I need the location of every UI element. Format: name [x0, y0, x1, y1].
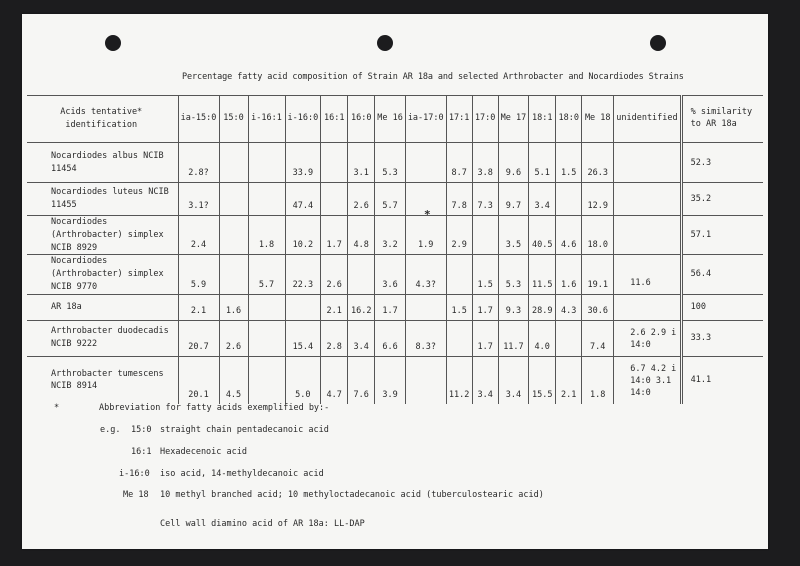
value-cell	[556, 320, 582, 356]
column-header: 18:0	[556, 96, 582, 143]
punch-hole	[105, 35, 121, 51]
value-cell: 11.2	[446, 356, 472, 404]
value-cell: 5.7	[248, 255, 285, 294]
value-cell: 4.7	[321, 356, 348, 404]
value-cell	[446, 255, 472, 294]
value-cell: 33.9	[285, 143, 321, 183]
value-cell	[248, 320, 285, 356]
cell-wall-note: Cell wall diamino acid of AR 18a: LL-DAP	[160, 519, 365, 529]
value-cell: 5.3	[375, 143, 406, 183]
value-cell: 7.8	[446, 183, 472, 216]
similarity-cell: 100	[681, 294, 763, 320]
value-cell	[248, 143, 285, 183]
value-cell: 12.9	[582, 183, 614, 216]
value-cell	[405, 356, 446, 404]
value-cell: 4.3	[556, 294, 582, 320]
value-cell: 3.1	[348, 143, 375, 183]
column-header: 17:0	[472, 96, 498, 143]
value-cell: 1.9	[405, 216, 446, 255]
table-row	[27, 216, 763, 255]
value-cell	[285, 294, 321, 320]
value-cell: 10.2	[285, 216, 321, 255]
value-cell	[219, 183, 248, 216]
value-cell: 6.6	[375, 320, 406, 356]
value-cell: 1.8	[248, 216, 285, 255]
code-label: 16:1	[131, 447, 152, 457]
strain-name: Arthrobacter tumescens NCIB 8914	[27, 356, 178, 404]
unidentified-cell: 2.6 2.9 i 14:0	[614, 320, 681, 356]
footnote-heading: Abbreviation for fatty acids exemplified by:-	[99, 403, 330, 413]
table-row	[27, 183, 763, 216]
value-cell: 3.1?	[178, 183, 219, 216]
value-cell: 47.4	[285, 183, 321, 216]
value-cell: 11.7	[498, 320, 529, 356]
similarity-cell: 52.3	[681, 143, 763, 183]
value-cell: 5.7	[375, 183, 406, 216]
unidentified-cell: 6.7 4.2 i 14:0 3.1 14:0	[614, 356, 681, 404]
value-cell: 2.4	[178, 216, 219, 255]
code-description: straight chain pentadecanoic acid	[160, 425, 329, 435]
similarity-cell: 57.1	[681, 216, 763, 255]
code-description: iso acid, 14-methyldecanoic acid	[160, 469, 324, 479]
value-cell: 2.6	[321, 255, 348, 294]
table-row	[27, 143, 763, 183]
value-cell: 19.1	[582, 255, 614, 294]
value-cell	[405, 143, 446, 183]
strain-name: AR 18a	[27, 294, 178, 320]
value-cell: 4.8	[348, 216, 375, 255]
unidentified-cell	[614, 216, 681, 255]
strain-name: Nocardiodes albus NCIB 11454	[27, 143, 178, 183]
value-cell: 2.6	[219, 320, 248, 356]
code-description: 10 methyl branched acid; 10 methyloctadecanoic acid (tuberculostearic acid)	[160, 490, 544, 500]
value-cell: 15.5	[529, 356, 556, 404]
value-cell: 4.0	[529, 320, 556, 356]
value-cell: 1.7	[321, 216, 348, 255]
punch-hole	[650, 35, 666, 51]
value-cell: 3.4	[498, 356, 529, 404]
unidentified-cell	[614, 183, 681, 216]
column-header: 15:0	[219, 96, 248, 143]
value-cell: 3.4	[472, 356, 498, 404]
value-cell: 3.9	[375, 356, 406, 404]
column-header: Me 16	[375, 96, 406, 143]
column-header: Me 18	[582, 96, 614, 143]
similarity-cell: 56.4	[681, 255, 763, 294]
value-cell: 4.5	[219, 356, 248, 404]
value-cell	[248, 356, 285, 404]
value-cell: 4.6	[556, 216, 582, 255]
value-cell: 5.3	[498, 255, 529, 294]
value-cell	[219, 143, 248, 183]
value-cell: 3.4	[529, 183, 556, 216]
value-cell: 5.1	[529, 143, 556, 183]
value-cell: 7.3	[472, 183, 498, 216]
value-cell: 3.6	[375, 255, 406, 294]
similarity-cell: 35.2	[681, 183, 763, 216]
strain-name: Nocardiodes (Arthrobacter) simplex NCIB 9770	[27, 255, 178, 294]
column-header: ia-17:0	[405, 96, 446, 143]
value-cell: 1.7	[375, 294, 406, 320]
value-cell: 7.4	[582, 320, 614, 356]
column-header: Me 17	[498, 96, 529, 143]
value-cell: 7.6	[348, 356, 375, 404]
strain-name: Nocardiodes luteus NCIB 11455	[27, 183, 178, 216]
header-acid-identification: Acids tentative* identification	[27, 96, 178, 143]
value-cell: 11.5	[529, 255, 556, 294]
column-header: ia-15:0	[178, 96, 219, 143]
column-header: 16:0	[348, 96, 375, 143]
value-cell: 8.3?	[405, 320, 446, 356]
value-cell: 2.6	[348, 183, 375, 216]
code-label: 15:0	[131, 425, 152, 435]
ink-mark: *	[424, 208, 431, 221]
value-cell	[248, 294, 285, 320]
value-cell	[321, 183, 348, 216]
code-label: i-16:0	[119, 469, 150, 479]
value-cell: 18.0	[582, 216, 614, 255]
value-cell: 2.8	[321, 320, 348, 356]
value-cell	[446, 320, 472, 356]
value-cell: 2.9	[446, 216, 472, 255]
value-cell: 9.6	[498, 143, 529, 183]
table-title: Percentage fatty acid composition of Strain AR 18a and selected Arthrobacter and Nocardiodes Strains	[182, 72, 684, 82]
value-cell: 15.4	[285, 320, 321, 356]
eg-label: e.g.	[100, 425, 121, 435]
column-header: 16:1	[321, 96, 348, 143]
code-label: Me 18	[123, 490, 149, 500]
value-cell	[472, 216, 498, 255]
value-cell: 5.9	[178, 255, 219, 294]
value-cell: 4.3?	[405, 255, 446, 294]
strain-name: Nocardiodes (Arthrobacter) simplex NCIB 8929	[27, 216, 178, 255]
table-row	[27, 320, 763, 356]
code-description: Hexadecenoic acid	[160, 447, 247, 457]
value-cell	[556, 183, 582, 216]
table-row	[27, 255, 763, 294]
value-cell: 1.8	[582, 356, 614, 404]
value-cell: 28.9	[529, 294, 556, 320]
column-header: i-16:0	[285, 96, 321, 143]
column-header: 18:1	[529, 96, 556, 143]
value-cell: 8.7	[446, 143, 472, 183]
table-body	[27, 143, 763, 405]
value-cell	[405, 294, 446, 320]
value-cell	[219, 255, 248, 294]
header-row	[27, 96, 763, 143]
punch-hole	[377, 35, 393, 51]
value-cell: 26.3	[582, 143, 614, 183]
unidentified-cell	[614, 143, 681, 183]
value-cell	[219, 216, 248, 255]
value-cell: 22.3	[285, 255, 321, 294]
value-cell: 3.2	[375, 216, 406, 255]
value-cell: 3.4	[348, 320, 375, 356]
value-cell: 9.7	[498, 183, 529, 216]
value-cell: 2.8?	[178, 143, 219, 183]
value-cell: 30.6	[582, 294, 614, 320]
similarity-cell: 41.1	[681, 356, 763, 404]
column-header: % similarity to AR 18a	[681, 96, 763, 143]
value-cell	[248, 183, 285, 216]
value-cell: 3.5	[498, 216, 529, 255]
document-page	[22, 14, 768, 549]
column-header: 17:1	[446, 96, 472, 143]
value-cell: 2.1	[321, 294, 348, 320]
value-cell: 20.1	[178, 356, 219, 404]
unidentified-cell	[614, 294, 681, 320]
strain-name: Arthrobacter duodecadis NCIB 9222	[27, 320, 178, 356]
value-cell: 1.7	[472, 320, 498, 356]
similarity-cell: 33.3	[681, 320, 763, 356]
value-cell: 3.8	[472, 143, 498, 183]
value-cell: 2.1	[556, 356, 582, 404]
value-cell: 5.0	[285, 356, 321, 404]
unidentified-cell: 11.6	[614, 255, 681, 294]
value-cell: 1.5	[556, 143, 582, 183]
value-cell: 1.6	[556, 255, 582, 294]
value-cell: 20.7	[178, 320, 219, 356]
value-cell	[321, 143, 348, 183]
value-cell: 1.7	[472, 294, 498, 320]
value-cell: 9.3	[498, 294, 529, 320]
fatty-acid-table	[27, 95, 763, 404]
value-cell: 1.5	[446, 294, 472, 320]
table-row	[27, 294, 763, 320]
value-cell: 16.2	[348, 294, 375, 320]
footnote-star: *	[54, 403, 60, 413]
value-cell: 1.6	[219, 294, 248, 320]
value-cell: 1.5	[472, 255, 498, 294]
value-cell: 40.5	[529, 216, 556, 255]
column-header: i-16:1	[248, 96, 285, 143]
column-header: unidentified	[614, 96, 681, 143]
table-row	[27, 356, 763, 404]
value-cell	[348, 255, 375, 294]
value-cell: 2.1	[178, 294, 219, 320]
